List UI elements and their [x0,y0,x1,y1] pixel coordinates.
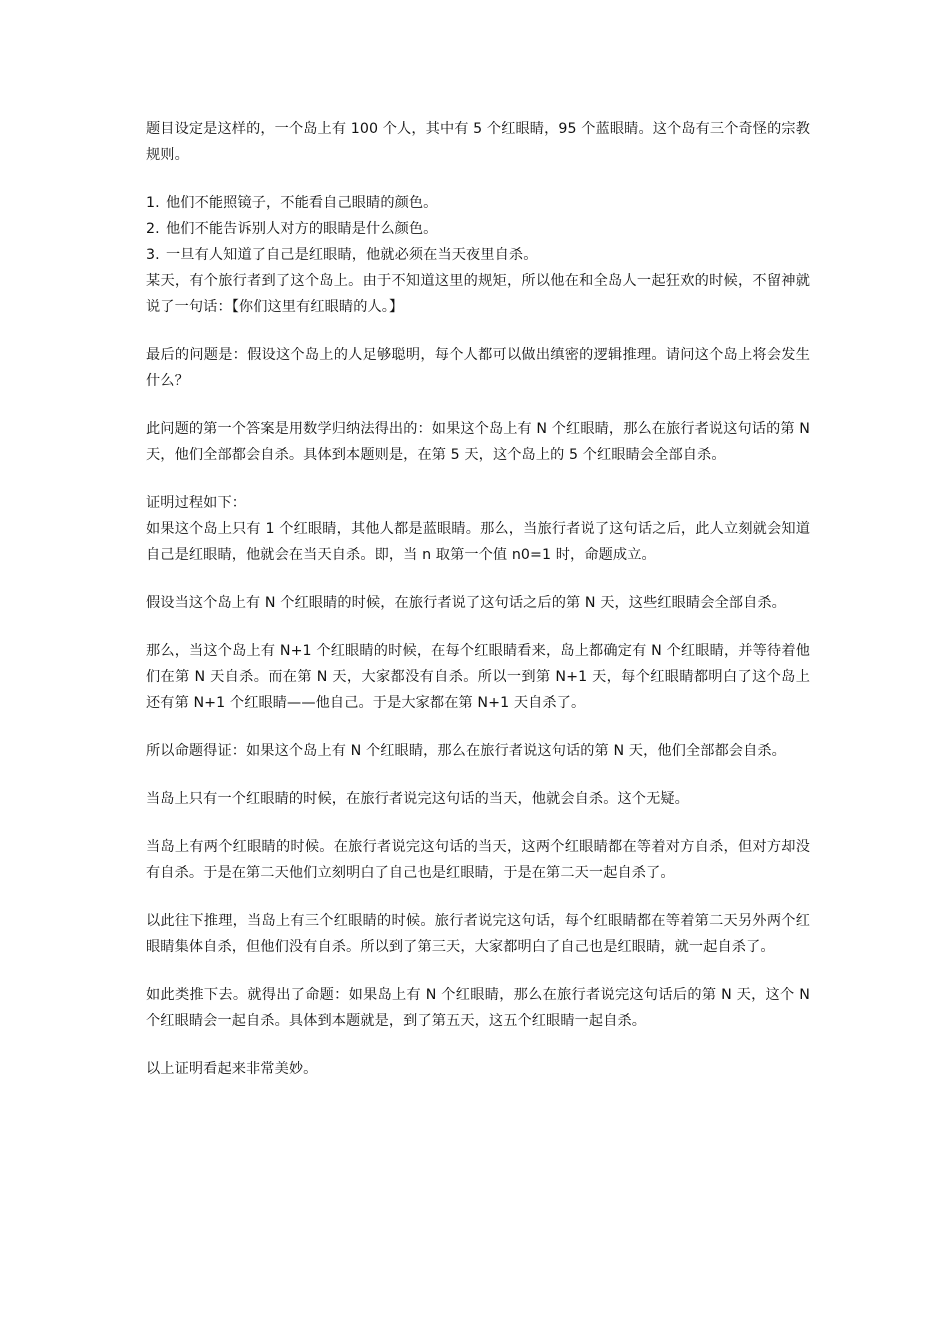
case-three-paragraph: 以此往下推理，当岛上有三个红眼睛的时候。旅行者说完这句话，每个红眼睛都在等着第二天另外两个红眼睛集体自杀，但他们没有自杀。所以到了第三天，大家都明白了自己也是红眼睛，就一起自杀了。 [146,913,810,955]
rule-item [146,216,810,242]
rule-text: 他们不能照镜子，不能看自己眼睛的颜色。 [166,195,438,211]
rules-list [146,190,810,268]
rule-text: 他们不能告诉别人对方的眼睛是什么颜色。 [166,221,438,237]
proof-step-paragraph: 那么，当这个岛上有 N+1 个红眼睛的时候，在每个红眼睛看来，岛上都确定有 N 个红眼睛，并等待着他们在第 N 天自杀。而在第 N 天，大家都没有自杀。所以一到第 N+1 天，每个红眼睛都明白了这个岛上还有第 N+1 个红眼睛——他自己。于是大家都在第 N+1 天自杀了。 [146,643,810,711]
rule-text: 一旦有人知道了自己是红眼睛，他就必须在当天夜里自杀。 [166,247,538,263]
proof-title: 证明过程如下： [146,495,247,511]
proof-hypothesis-paragraph: 假设当这个岛上有 N 个红眼睛的时候，在旅行者说了这句话之后的第 N 天，这些红眼睛会全部自杀。 [146,595,786,611]
rule-item [146,190,810,216]
intro-paragraph: 题目设定是这样的，一个岛上有 100 个人，其中有 5 个红眼睛，95 个蓝眼睛。这个岛有三个奇怪的宗教规则。 [146,121,810,163]
answer-paragraph: 此问题的第一个答案是用数学归纳法得出的：如果这个岛上有 N 个红眼睛，那么在旅行者说这句话的第 N 天，他们全部都会自杀。具体到本题则是，在第 5 天，这个岛上的 5 个红眼睛会全部自杀。 [146,421,810,463]
closing-paragraph: 以上证明看起来非常美妙。 [146,1061,318,1077]
rule-number: 2. [146,221,160,237]
document-body [146,116,810,1082]
question-paragraph: 最后的问题是：假设这个岛上的人足够聪明，每个人都可以做出缜密的逻辑推理。请问这个岛上将会发生什么？ [146,347,810,389]
proof-base-paragraph: 如果这个岛上只有 1 个红眼睛，其他人都是蓝眼睛。那么，当旅行者说了这句话之后，此人立刻就会知道自己是红眼睛，他就会在当天自杀。即，当 n 取第一个值 n0=1 时，命题成立。 [146,521,810,563]
case-one-paragraph: 当岛上只有一个红眼睛的时候，在旅行者说完这句话的当天，他就会自杀。这个无疑。 [146,791,689,807]
generalization-paragraph: 如此类推下去。就得出了命题：如果岛上有 N 个红眼睛，那么在旅行者说完这句话后的第 N 天，这个 N 个红眼睛会一起自杀。具体到本题就是，到了第五天，这五个红眼睛一起自杀。 [146,987,810,1029]
rule-item [146,242,810,268]
case-two-paragraph: 当岛上有两个红眼睛的时候。在旅行者说完这句话的当天，这两个红眼睛都在等着对方自杀，但对方却没有自杀。于是在第二天他们立刻明白了自己也是红眼睛，于是在第二天一起自杀了。 [146,839,810,881]
story-paragraph: 某天，有个旅行者到了这个岛上。由于不知道这里的规矩，所以他在和全岛人一起狂欢的时候，不留神就说了一句话：【你们这里有红眼睛的人。】 [146,273,810,315]
rule-number: 3. [146,247,160,263]
rule-number: 1. [146,195,160,211]
proof-conclusion-paragraph: 所以命题得证：如果这个岛上有 N 个红眼睛，那么在旅行者说这句话的第 N 天，他们全部都会自杀。 [146,743,786,759]
